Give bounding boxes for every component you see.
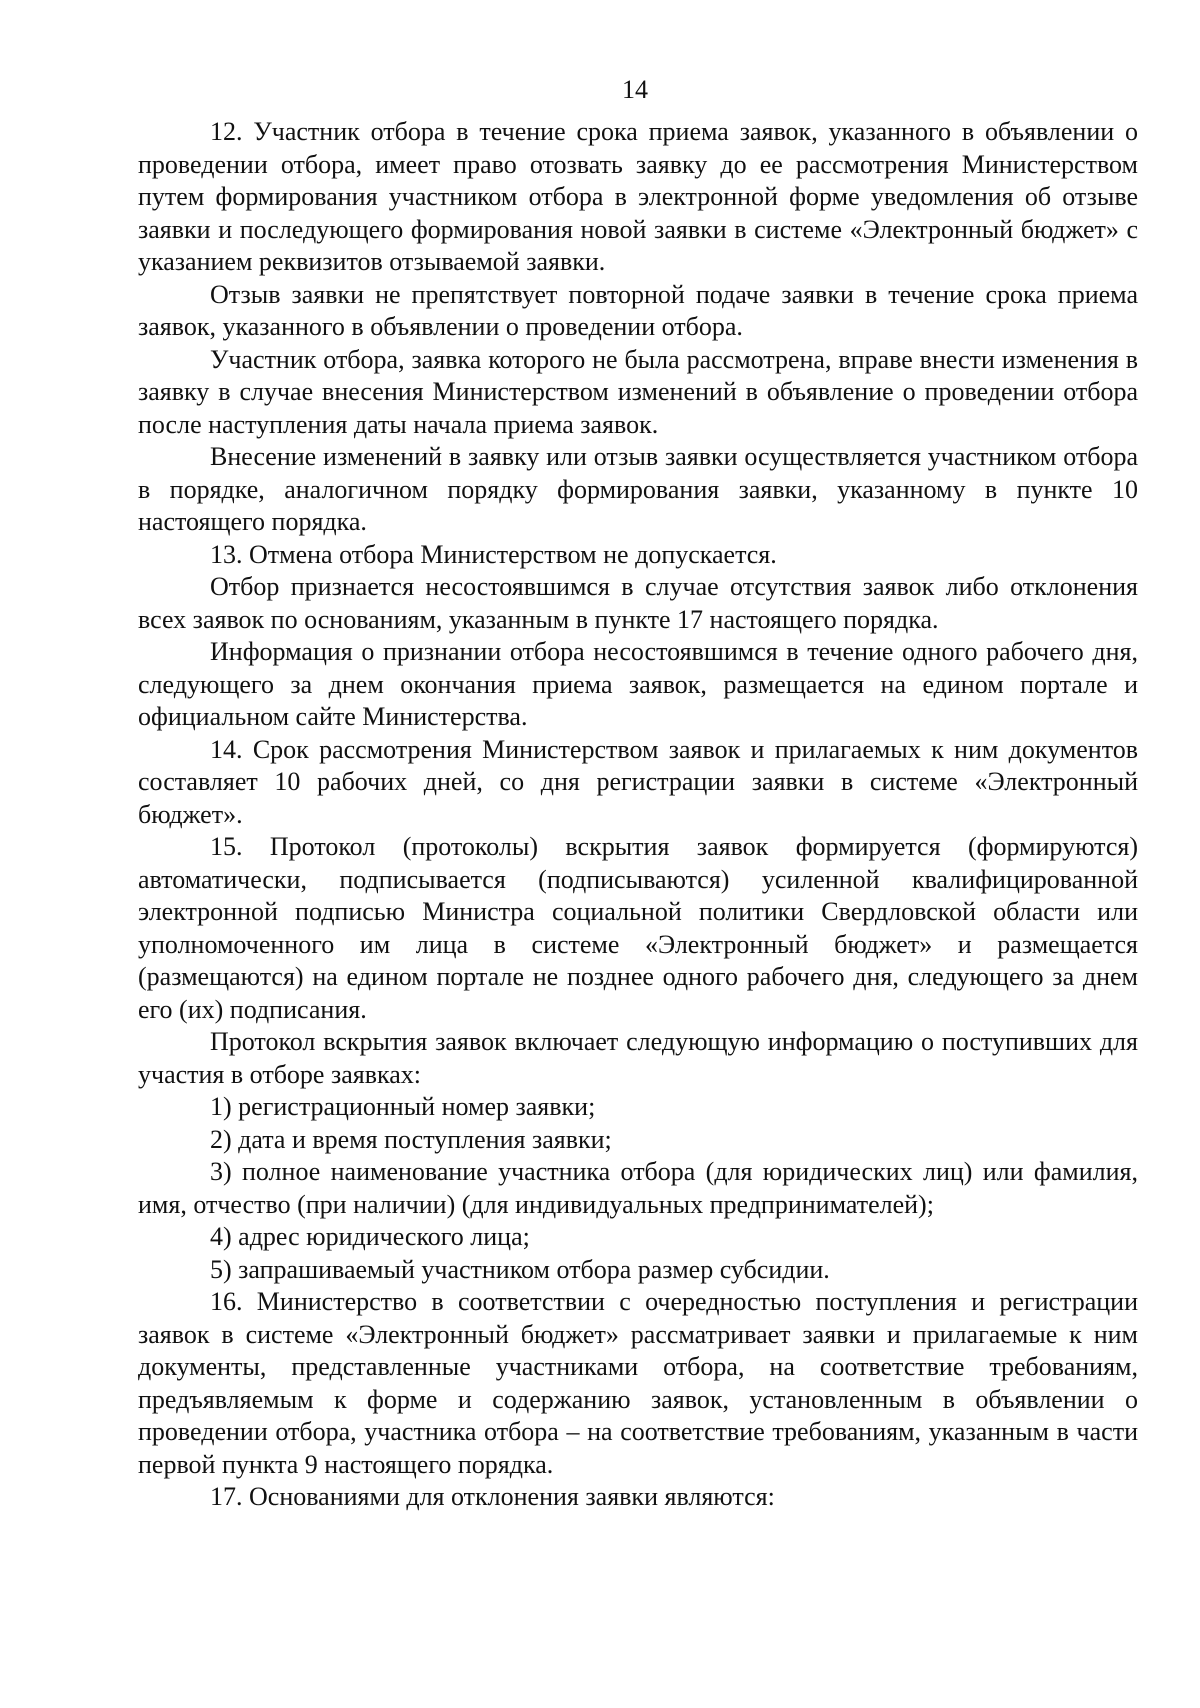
list-item-5: 5) запрашиваемый участником отбора размер субсидии. [210,1254,830,1284]
paragraph-withdrawal-resubmission: Отзыв заявки не препятствует повторной подаче заявки в течение срока приема заявок, указанного в объявлении о проведении отбора. [138,279,1138,341]
paragraph-protocol-contents: Протокол вскрытия заявок включает следующую информацию о поступивших для участия в отборе заявках: [138,1027,1138,1089]
paragraph-selection-failed: Отбор признается несостоявшимся в случае отсутствия заявок либо отклонения всех заявок по основаниям, указанным в пункте 17 настоящего порядка. [138,572,1138,634]
paragraph-15: 15. Протокол (протоколы) вскрытия заявок формируется (формируются) автоматически, подписывается (подписываются) усиленной квалифицированной электронной подписью Министра социальной политики Свердловской области или уполномоченного им лица в системе «Электронный бюджет» и размещается (размещаются) на едином портале не позднее одного рабочего дня, следующего за днем его (их) подписания. [138,832,1138,1024]
list-item-3: 3) полное наименование участника отбора (для юридических лиц) или фамилия, имя, отчество (при наличии) (для индивидуальных предпринимателей); [138,1157,1138,1219]
paragraph-application-changes: Участник отбора, заявка которого не была рассмотрена, вправе внести изменения в заявку в случае внесения Министерством изменений в объявление о проведении отбора после наступления даты начала приема заявок. [138,344,1138,439]
paragraph-16: 16. Министерство в соответствии с очередностью поступления и регистрации заявок в системе «Электронный бюджет» рассматривает заявки и прилагаемые к ним документы, представленные участниками отбора, на соответствие требованиям, предъявляемым к форме и содержанию заявок, установленным в объявлении о проведении отбора, участника отбора – на соответствие требованиям, указанным в части первой пункта 9 настоящего порядка. [138,1287,1138,1479]
list-item-4: 4) адрес юридического лица; [210,1222,530,1251]
list-item-1: 1) регистрационный номер заявки; [210,1092,596,1121]
paragraph-12: 12. Участник отбора в течение срока приема заявок, указанного в объявлении о проведении отбора, имеет право отозвать заявку до ее рассмотрения Министерством путем формирования участником отбора в электронной форме уведомления об отзыве заявки и последующего формирования новой заявки в системе «Электронный бюджет» с указанием реквизитов отзываемой заявки. [138,117,1138,276]
page-number: 14 [622,75,648,104]
paragraph-17: 17. Основаниями для отклонения заявки являются: [210,1482,775,1511]
list-item-2: 2) дата и время поступления заявки; [210,1124,612,1154]
paragraph-change-procedure: Внесение изменений в заявку или отзыв заявки осуществляется участником отбора в порядке, аналогичном порядку формирования заявки, указанному в пункте 10 настоящего порядка. [138,442,1138,536]
paragraph-13: 13. Отмена отбора Министерством не допускается. [210,539,777,569]
paragraph-14: 14. Срок рассмотрения Министерством заявок и прилагаемых к ним документов составляет 10 рабочих дней, со дня регистрации заявки в системе «Электронный бюджет». [138,734,1138,829]
paragraph-failure-information: Информация о признании отбора несостоявшимся в течение одного рабочего дня, следующего за днем окончания приема заявок, размещается на едином портале и официальном сайте Министерства. [138,637,1138,731]
document-body [138,116,1138,1514]
